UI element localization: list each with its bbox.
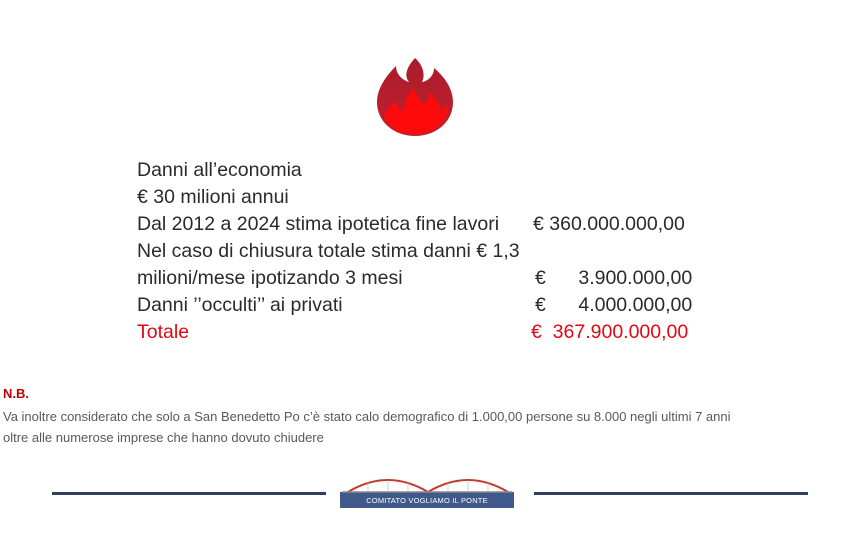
- summary-line-hidden-damage: Danni ’’occulti’’ ai privati: [137, 294, 343, 316]
- note-line-2: oltre alle numerose imprese che hanno dovuto chiudere: [3, 430, 324, 445]
- note-title: N.B.: [3, 386, 29, 401]
- summary-line-closure: Nel caso di chiusura totale stima danni € 1,3: [137, 240, 520, 262]
- amount-closure: € 3.900.000,00: [535, 267, 693, 289]
- amount-estimate: € 360.000.000,00: [533, 213, 685, 235]
- footer-rule-right: [534, 492, 808, 495]
- logo-text: COMITATO VOGLIAMO IL PONTE: [366, 496, 488, 505]
- footer-rule-left: [52, 492, 326, 495]
- note-line-1: Va inoltre considerato che solo a San Benedetto Po c’è stato calo demografico di 1.000,00 persone su 8.000 negli ultimi 7 anni: [3, 409, 731, 424]
- summary-line-economy: Danni all’economia: [137, 159, 302, 181]
- note-text: [3, 406, 861, 448]
- summary-line-months: milioni/mese ipotizando 3 mesi: [137, 267, 403, 289]
- amount-hidden-damage: € 4.000.000,00: [535, 294, 693, 316]
- summary-line-estimate: Dal 2012 a 2024 stima ipotetica fine lavori: [137, 213, 500, 235]
- summary-line-total: Totale: [137, 321, 190, 343]
- flame-icon: [376, 56, 454, 138]
- amount-total: € 367.900.000,00: [531, 321, 689, 343]
- summary-line-annual: € 30 milioni annui: [137, 186, 289, 208]
